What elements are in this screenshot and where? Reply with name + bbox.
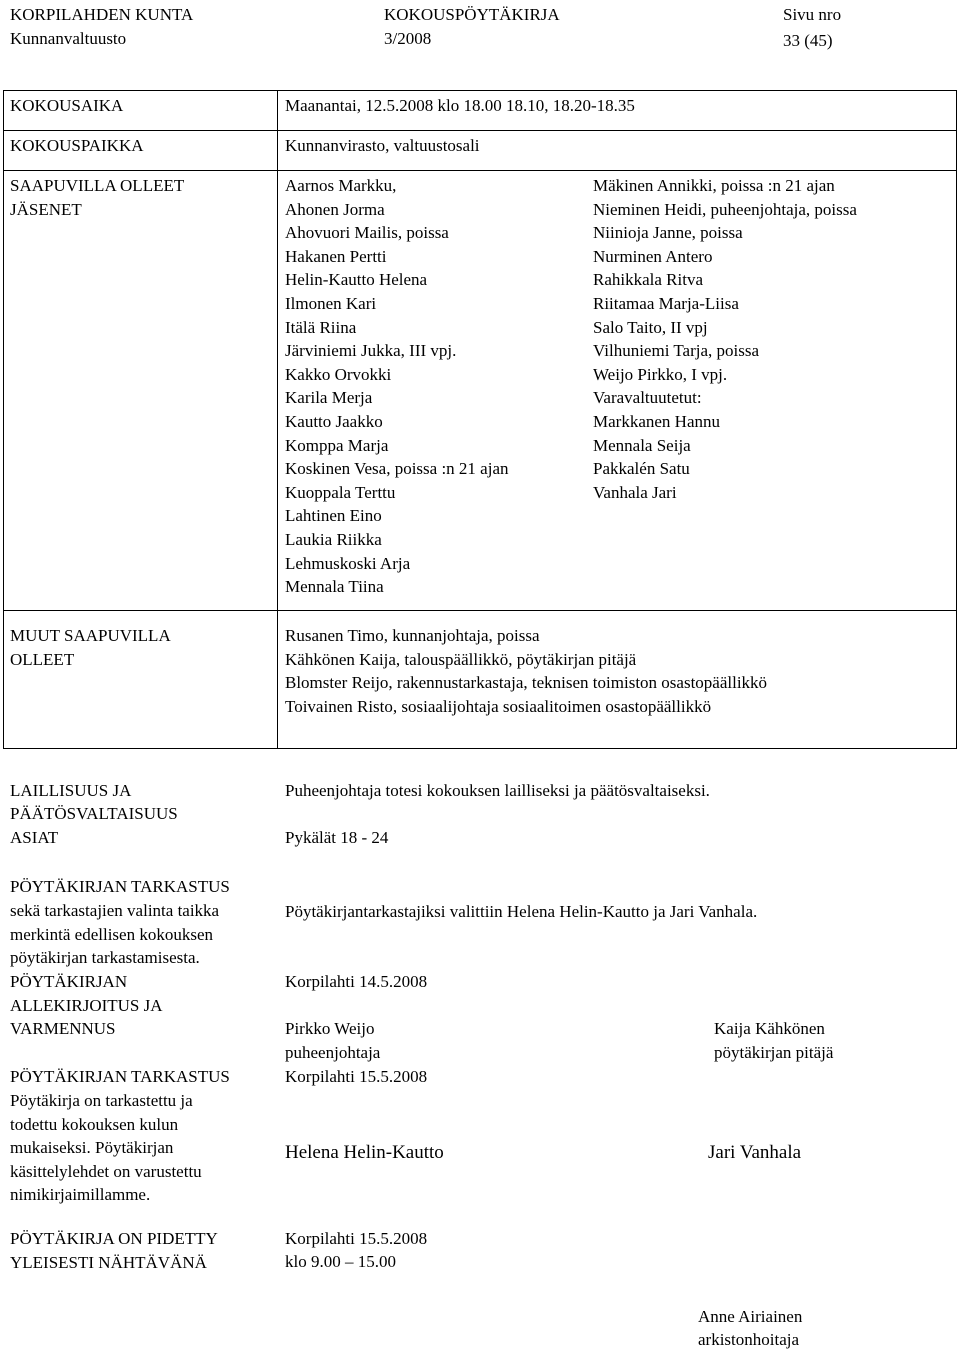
members-list-1 [285, 174, 509, 599]
public-time: klo 9.00 – 15.00 [285, 1252, 396, 1271]
member-entry: Koskinen Vesa, poissa :n 21 ajan [285, 459, 509, 479]
review-description-line: pöytäkirjan tarkastamisesta. [10, 948, 200, 968]
check-place-date: Korpilahti 15.5.2008 [285, 1067, 428, 1086]
check-description-line: nimikirjaimillamme. [10, 1185, 151, 1205]
member-entry: Varavaltuutetut: [593, 388, 702, 408]
doc-number: 3/2008 [384, 29, 432, 48]
member-entry: Itälä Riina [285, 317, 357, 337]
other-attendee: Rusanen Timo, kunnanjohtaja, poissa [285, 626, 540, 645]
member-entry: Lahtinen Eino [285, 506, 382, 526]
check-label: PÖYTÄKIRJAN TARKASTUS [10, 1067, 230, 1086]
member-entry: Lehmuskoski Arja [285, 553, 411, 573]
public-notice-label [10, 1227, 218, 1274]
row-divider [3, 130, 957, 131]
check-description-line: todettu kokouksen kulun [10, 1114, 179, 1134]
member-entry: Kuoppala Terttu [285, 482, 396, 502]
signature-place-date: Korpilahti 14.5.2008 [285, 972, 428, 991]
archivist-name: Anne Airiainen [698, 1307, 803, 1326]
member-entry: Niinioja Janne, poissa [593, 223, 743, 243]
signature-label-line: PÖYTÄKIRJAN [10, 972, 128, 991]
public-notice-label-line: PÖYTÄKIRJA ON PIDETTY [10, 1229, 218, 1248]
member-entry: Markkanen Hannu [593, 411, 720, 431]
other-attendee: Kähkönen Kaija, talouspäällikkö, pöytäkirjan pitäjä [285, 649, 637, 669]
signature-label-line: ALLEKIRJOITUS JA [10, 995, 163, 1015]
member-entry: Nieminen Heidi, puheenjohtaja, poissa [593, 199, 857, 219]
other-attendee: Toivainen Risto, sosiaalijohtaja sosiaalitoimen osastopäällikkö [285, 696, 712, 716]
secretary-role: pöytäkirjan pitäjä [714, 1043, 834, 1062]
member-entry: Helin-Kautto Helena [285, 270, 428, 290]
review-description [10, 899, 219, 970]
doc-type: KOKOUSPÖYTÄKIRJA [384, 5, 560, 24]
member-entry: Salo Taito, II vpj [593, 317, 708, 337]
member-entry: Järviniemi Jukka, III vpj. [285, 341, 457, 361]
review-description-line: sekä tarkastajien valinta taikka [10, 901, 220, 920]
member-entry: Rahikkala Ritva [593, 270, 704, 290]
page-label: Sivu nro [783, 5, 842, 24]
member-entry: Kakko Orvokki [285, 364, 392, 384]
member-entry: Mäkinen Annikki, poissa :n 21 ajan [593, 176, 835, 195]
check-description-line: Pöytäkirja on tarkastettu ja [10, 1091, 193, 1110]
table-right-border [956, 90, 957, 748]
page-number: 33 (45) [783, 31, 833, 50]
secretary-name: Kaija Kähkönen [714, 1019, 825, 1038]
review-label: PÖYTÄKIRJAN TARKASTUS [10, 877, 230, 896]
archivist-role: arkistonhoitaja [698, 1330, 800, 1349]
members-label: SAAPUVILLA OLLEET [10, 176, 185, 195]
review-value: Pöytäkirjantarkastajiksi valittiin Helena Helin-Kautto ja Jari Vanhala. [285, 902, 758, 921]
member-entry: Riitamaa Marja-Liisa [593, 293, 739, 313]
meeting-place-label: KOKOUSPAIKKA [10, 136, 144, 155]
legality-value: Puheenjohtaja totesi kokouksen lailliseksi ja päätösvaltaiseksi. [285, 781, 710, 800]
member-entry: Laukia Riikka [285, 529, 382, 549]
checker-1-name: Helena Helin-Kautto [285, 1142, 444, 1163]
legality-label: PÄÄTÖSVALTAISUUS [10, 804, 178, 823]
meeting-time-label: KOKOUSAIKA [10, 96, 124, 115]
members-label: JÄSENET [10, 200, 82, 219]
other-attendee: Blomster Reijo, rakennustarkastaja, teknisen toimiston osastopäällikkö [285, 673, 768, 693]
member-entry: Ahonen Jorma [285, 199, 385, 219]
check-description-line: käsittelylehdet on varustettu [10, 1161, 202, 1181]
member-entry: Mennala Seija [593, 435, 691, 455]
meeting-time-value: Maanantai, 12.5.2008 klo 18.00 18.10, 18.20-18.35 [285, 96, 635, 115]
table-left-border [3, 90, 4, 748]
meeting-place-value: Kunnanvirasto, valtuustosali [285, 136, 480, 155]
members-list-2 [593, 174, 857, 504]
checker-2-name: Jari Vanhala [708, 1142, 802, 1163]
chairperson-name: Pirkko Weijo [285, 1019, 375, 1038]
body-name: Kunnanvaltuusto [10, 29, 127, 48]
signature-label [10, 970, 163, 1041]
member-entry: Kautto Jaakko [285, 411, 383, 431]
row-divider [3, 610, 957, 611]
member-entry: Hakanen Pertti [285, 246, 387, 266]
member-entry: Komppa Marja [285, 435, 389, 455]
member-entry: Karila Merja [285, 388, 373, 408]
signature-label-line: VARMENNUS [10, 1019, 116, 1039]
chairperson-role: puheenjohtaja [285, 1043, 381, 1062]
table-bottom-border [3, 748, 957, 749]
matters-value: Pykälät 18 - 24 [285, 828, 389, 847]
column-divider [277, 90, 278, 748]
member-entry: Aarnos Markku, [285, 176, 397, 195]
member-entry: Nurminen Antero [593, 246, 713, 266]
public-place-date: Korpilahti 15.5.2008 [285, 1229, 428, 1248]
check-description-line: mukaiseksi. Pöytäkirjan [10, 1138, 174, 1158]
member-entry: Weijo Pirkko, I vpj. [593, 364, 728, 384]
member-entry: Ahovuori Mailis, poissa [285, 223, 449, 243]
member-entry: Vilhuniemi Tarja, poissa [593, 341, 760, 361]
table-top-border [3, 90, 957, 91]
legality-label: LAILLISUUS JA [10, 781, 132, 800]
review-description-line: merkintä edellisen kokouksen [10, 924, 214, 944]
member-entry: Mennala Tiina [285, 577, 384, 597]
public-notice-label-line: YLEISESTI NÄHTÄVÄNÄ [10, 1252, 207, 1272]
member-entry: Vanhala Jari [593, 482, 677, 502]
row-divider [3, 170, 957, 171]
check-description [10, 1089, 202, 1207]
member-entry: Ilmonen Kari [285, 293, 377, 313]
matters-label: ASIAT [10, 828, 59, 847]
others-label: OLLEET [10, 650, 75, 669]
member-entry: Pakkalén Satu [593, 459, 690, 479]
others-list [285, 624, 767, 718]
org-name: KORPILAHDEN KUNTA [10, 5, 194, 24]
others-label: MUUT SAAPUVILLA [10, 626, 171, 645]
